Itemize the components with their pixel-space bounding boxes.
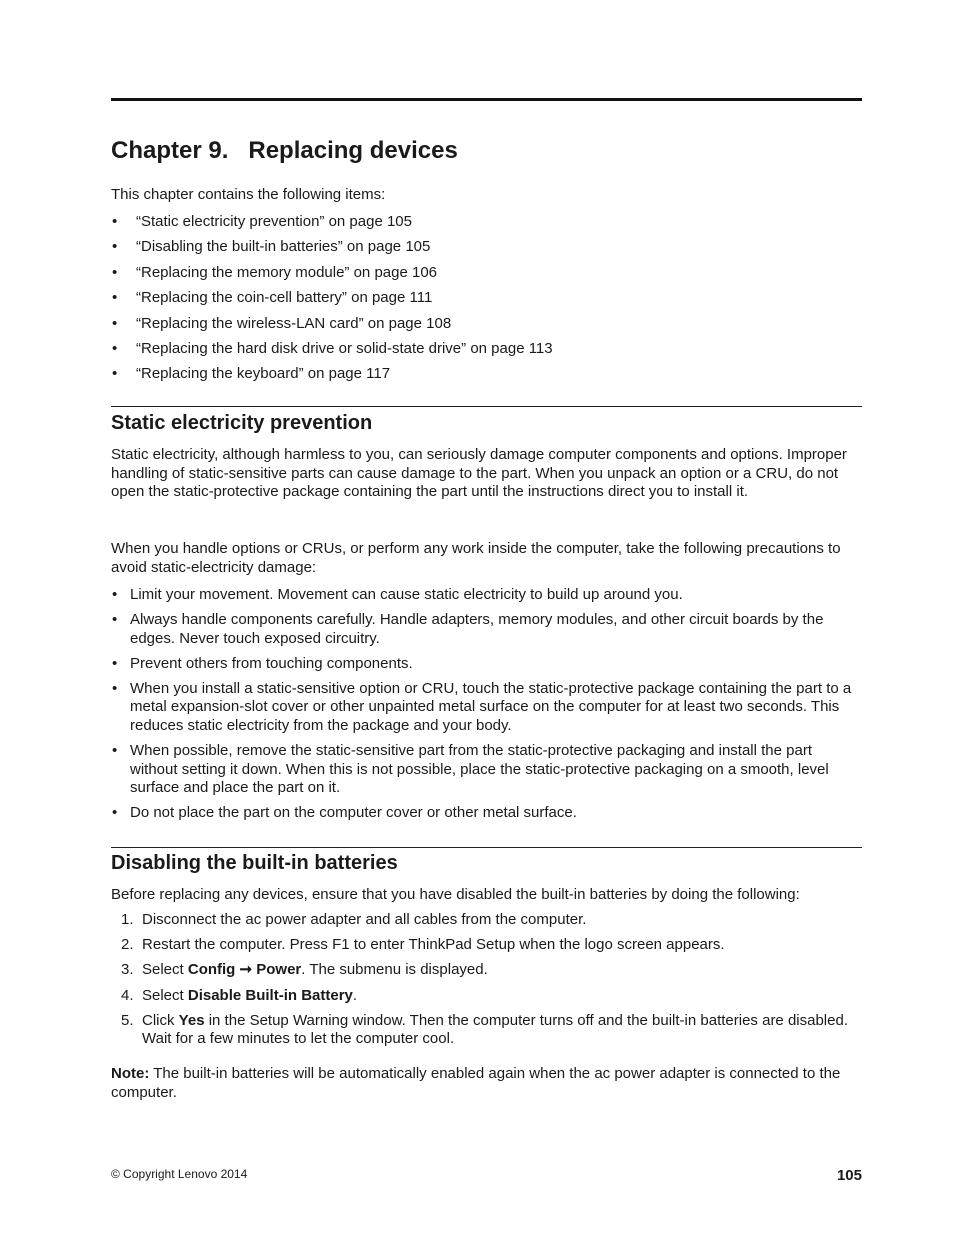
chapter-item-link[interactable]: • “Replacing the wireless-LAN card” on page 108 [111,315,553,340]
chapter-item-link[interactable]: • “Disabling the built-in batteries” on page 105 [111,238,553,263]
footer-copyright: © Copyright Lenovo 2014 [111,1167,248,1181]
chapter-title: Chapter 9. Replacing devices [111,137,458,164]
section-rule [111,847,862,848]
step-number: 5. [121,1011,134,1029]
step-item [111,936,862,955]
step-item [111,987,862,1006]
step-text: Select [142,961,188,979]
step-text: Select [142,986,188,1004]
menu-config: Config [187,961,236,979]
menu-disable-battery: Disable Built-in Battery [187,986,353,1004]
note-label: Note: [111,1065,150,1082]
batteries-intro: Before replacing any devices, ensure that you have disabled the built-in batteries by doing the following: [111,886,800,903]
section-heading-batteries: Disabling the built-in batteries [111,852,398,874]
chapter-item-link[interactable]: • “Replacing the memory module” on page 106 [111,264,553,289]
page-number: 105 [836,1167,862,1184]
chapter-item-list [111,213,553,391]
precaution-list [111,586,862,823]
step-text: in the Setup Warning window. Then the computer turns off and the built-in batteries are disabled. Wait for a few minutes to let the computer cool. [142,1011,848,1048]
step-text: Disconnect the ac power adapter and all cables from the computer. [142,911,587,928]
precaution-item: • When you install a static-sensitive option or CRU, touch the static-protective package containing the part to a metal expansion-slot cover or other unpainted metal surface on the computer for at least two seconds. This reduces static electricity from the package and your body. [111,680,862,736]
precaution-item: • Limit your movement. Movement can cause static electricity to build up around you. [111,586,862,605]
chapter-item-link[interactable]: • “Static electricity prevention” on page 105 [111,213,553,238]
step-number: 1. [121,911,134,928]
note-text: The built-in batteries will be automatically enabled again when the ac power adapter is connected to the computer. [111,1065,841,1101]
chapter-item-link[interactable]: • “Replacing the hard disk drive or solid-state drive” on page 113 [111,340,553,365]
chapter-item-link[interactable]: • “Replacing the coin-cell battery” on page 111 [111,289,553,314]
step-number: 3. [121,961,134,979]
step-item [111,1012,862,1049]
section-heading-static: Static electricity prevention [111,412,373,434]
chapter-item-link[interactable]: • “Replacing the keyboard” on page 117 [111,365,553,390]
step-text: Click [142,1011,179,1029]
menu-power: Power [256,961,302,979]
button-yes-label: Yes [178,1011,205,1029]
step-item [111,961,862,980]
static-paragraph-1: Static electricity, although harmless to you, can seriously damage computer components and options. Improper handling of static-sensitive parts can cause damage to the part. When you unpack an option or a CRU, do not open the static-protective package containing the part until the instructions direct you to install it. [111,446,847,501]
precaution-item: • Prevent others from touching components. [111,655,862,674]
step-number: 2. [121,936,134,954]
note-paragraph [111,1065,862,1102]
step-text: Restart the computer. Press F1 to enter ThinkPad Setup when the logo screen appears. [142,936,725,954]
section-rule [111,406,862,407]
step-number: 4. [121,986,134,1004]
precaution-item: • Do not place the part on the computer cover or other metal surface. [111,804,862,823]
precaution-item: • Always handle components carefully. Handle adapters, memory modules, and other circuit boards by the edges. Never touch exposed circuitry. [111,611,862,648]
precaution-item: • When possible, remove the static-sensitive part from the static-protective packaging and install the part without setting it down. When this is not possible, place the static-protective packaging on a smooth, level surface and place the part on it. [111,742,862,798]
steps-list [111,911,862,1049]
step-text: . [352,986,358,1004]
chapter-intro: This chapter contains the following items: [111,186,386,203]
step-text: . The submenu is displayed. [301,961,488,979]
static-paragraph-2: When you handle options or CRUs, or perform any work inside the computer, take the following precautions to avoid static-electricity damage: [111,540,841,576]
arrow-icon: ➞ [235,961,257,979]
step-item [111,911,862,930]
chapter-top-rule [111,98,862,101]
